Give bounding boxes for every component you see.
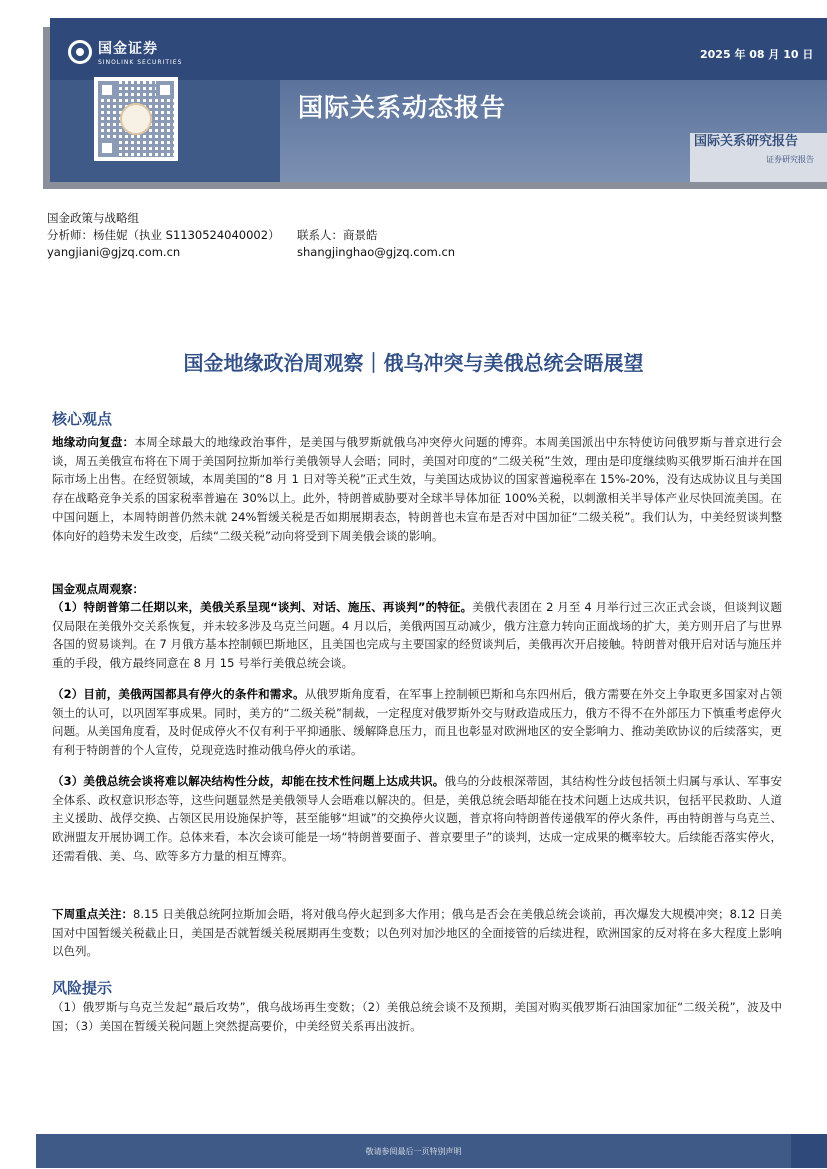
- logo-icon: [68, 40, 92, 64]
- author-info: [47, 210, 455, 261]
- contact-email[interactable]: shangjinghao@gjzq.com.cn: [297, 245, 456, 259]
- paragraph-lead: 地缘动向复盘：: [52, 435, 135, 449]
- paragraph-next-week: 下周重点关注：8.15 日美俄总统阿拉斯加会晤，将对俄乌停火起到多大作用；俄乌是否会在美俄总统会谈前，再次爆发大规模冲突；8.12 日美国对中国暂缓关税截止日，美国是否就暂缓关税展期再生变数；以色列对加沙地区的全面接管的后续进程，欧洲国家的反对将在多大程度上影响以色列。: [52, 907, 782, 959]
- report-date: 2025 年 08 月 10 日: [700, 48, 814, 61]
- logo-name-en: SINOLINK SECURITIES: [98, 59, 183, 66]
- research-group: 国金政策与战略组: [47, 211, 139, 225]
- qr-code-icon: [94, 77, 178, 161]
- report-title: 国际关系动态报告: [298, 93, 507, 122]
- paragraph-lead: 国金观点周观察：: [52, 582, 144, 596]
- contact-name: 联系人：商景皓: [297, 228, 378, 242]
- report-subtype: 证券研究报告: [766, 155, 814, 164]
- qr-center-badge-icon: [120, 103, 152, 135]
- paragraph-lead: （1）特朗普第二任期以来，美俄关系呈现“谈判、对话、施压、再谈判”的特征。: [52, 600, 473, 614]
- logo-name-cn: 国金证券: [98, 41, 158, 57]
- paragraph-views-heading: [52, 580, 782, 599]
- footer-disclaimer: 敬请参阅最后一页特别声明: [365, 1147, 462, 1156]
- analyst-name: 分析师：杨佳妮（执业 S1130524040002）: [47, 228, 280, 242]
- main-title: 国金地缘政治周观察｜俄乌冲突与美俄总统会晤展望: [183, 351, 644, 375]
- paragraph-view-1: （1）特朗普第二任期以来，美俄关系呈现“谈判、对话、施压、再谈判”的特征。美俄代表团在 2 月至 4 月举行过三次正式会谈，但谈判议题仅局限在美俄外交关系恢复，并未较多涉及乌克兰问题。4 月以后，美俄两国互动减少，俄方注意力转向正面战场的扩大，美方则开启了与世界各国的贸易谈判。在 7 月俄方基本控制顿巴斯地区，且美国也完成与主要国家的经贸谈判后，美俄再次开启接触。特朗普对俄开启对话与施压并重的手段，俄方最终同意在 8 月 15 号举行美俄总统会谈。: [52, 600, 782, 671]
- paragraph-lead: 下周重点关注：: [52, 907, 134, 921]
- paragraph-view-2: （2）目前，美俄两国都具有停火的条件和需求。从俄罗斯角度看，在军事上控制顿巴斯和乌东四州后，俄方需要在外交上争取更多国家对占领领土的认可，以巩固军事成果。同时，美方的“二级关税”制裁，一定程度对俄罗斯外交与财政造成压力，俄方不得不在外部压力下慎重考虑停火问题。从美国角度看，及时促成停火不仅有利于平抑通胀、缓解降息压力，而且也彰显对欧洲地区的安全影响力、推动美欧协议的后续落实，更有利于特朗普的个人宣传，兑现竞选时推动俄乌停火的承诺。: [52, 687, 783, 758]
- analyst-email[interactable]: yangjiani@gjzq.com.cn: [47, 245, 181, 259]
- risk-heading: 风险提示: [52, 979, 113, 997]
- core-heading: 核心观点: [52, 410, 113, 428]
- paragraph-geo-review: 地缘动向复盘：本周全球最大的地缘政治事件，是美国与俄罗斯就俄乌冲突停火问题的博弈。本周美国派出中东特使访问俄罗斯与普京进行会谈，周五美俄宣布将在下周于美国阿拉斯加举行美俄领导人会晤；同时，美国对印度的“二级关税”生效，理由是印度继续购买俄罗斯石油并在国际市场上出售。在经贸领域，本周美国的“8 月 1 日对等关税”正式生效，与美国达成协议的国家普遍税率在 15%-20%，没有达成协议且与美国存在战略竞争关系的国家税率普遍在 30%以上。此外，特朗普威胁要对全球半导体加征 100%关税，以刺激相关半导体产业尽快回流美国。在中国问题上，本周特朗普仍然未就 24%暂缓关税是否如期展期表态，特朗普也未宣布是否对中国加征“二级关税”。我们认为，中美经贸谈判整体向好的趋势未发生改变，后续“二级关税”动向将受到下周美俄会谈的影响。: [52, 435, 782, 543]
- report-type: 国际关系研究报告: [694, 134, 799, 149]
- paragraph-lead: （2）目前，美俄两国都具有停火的条件和需求。: [52, 687, 305, 701]
- risk-text: （1）俄罗斯与乌克兰发起“最后攻势”，俄乌战场再生变数；（2）美俄总统会谈不及预期，美国对购买俄罗斯石油国家加征“二级关税”，波及中国；（3）美国在暂缓关税问题上突然提高要价，中美经贸关系再出波折。: [52, 1000, 782, 1033]
- company-logo: [68, 38, 182, 66]
- paragraph-view-3: （3）美俄总统会谈将难以解决结构性分歧，却能在技术性问题上达成共识。俄乌的分歧根深蒂固，其结构性分歧包括领土归属与承认、军事安全体系、政权意识形态等，这些问题显然是美俄领导人会晤难以解决的。但是，美俄总统会晤却能在技术问题上达成共识，包括平民救助、人道主义援助、战俘交换、占领区民用设施保护等，甚至能够“坦诚”的交换停火议题，普京将向特朗普传递俄军的停火条件，再由特朗普与乌克兰、欧洲盟友开展协调工作。总体来看，本次会谈可能是一场“特朗普要面子、普京要里子”的谈判，达成一定成果的概率较大。后续能否落实停火，还需看俄、美、乌、欧等多方力量的相互博弈。: [52, 774, 782, 863]
- paragraph-lead: （3）美俄总统会谈将难以解决结构性分歧，却能在技术性问题上达成共识。: [52, 774, 445, 788]
